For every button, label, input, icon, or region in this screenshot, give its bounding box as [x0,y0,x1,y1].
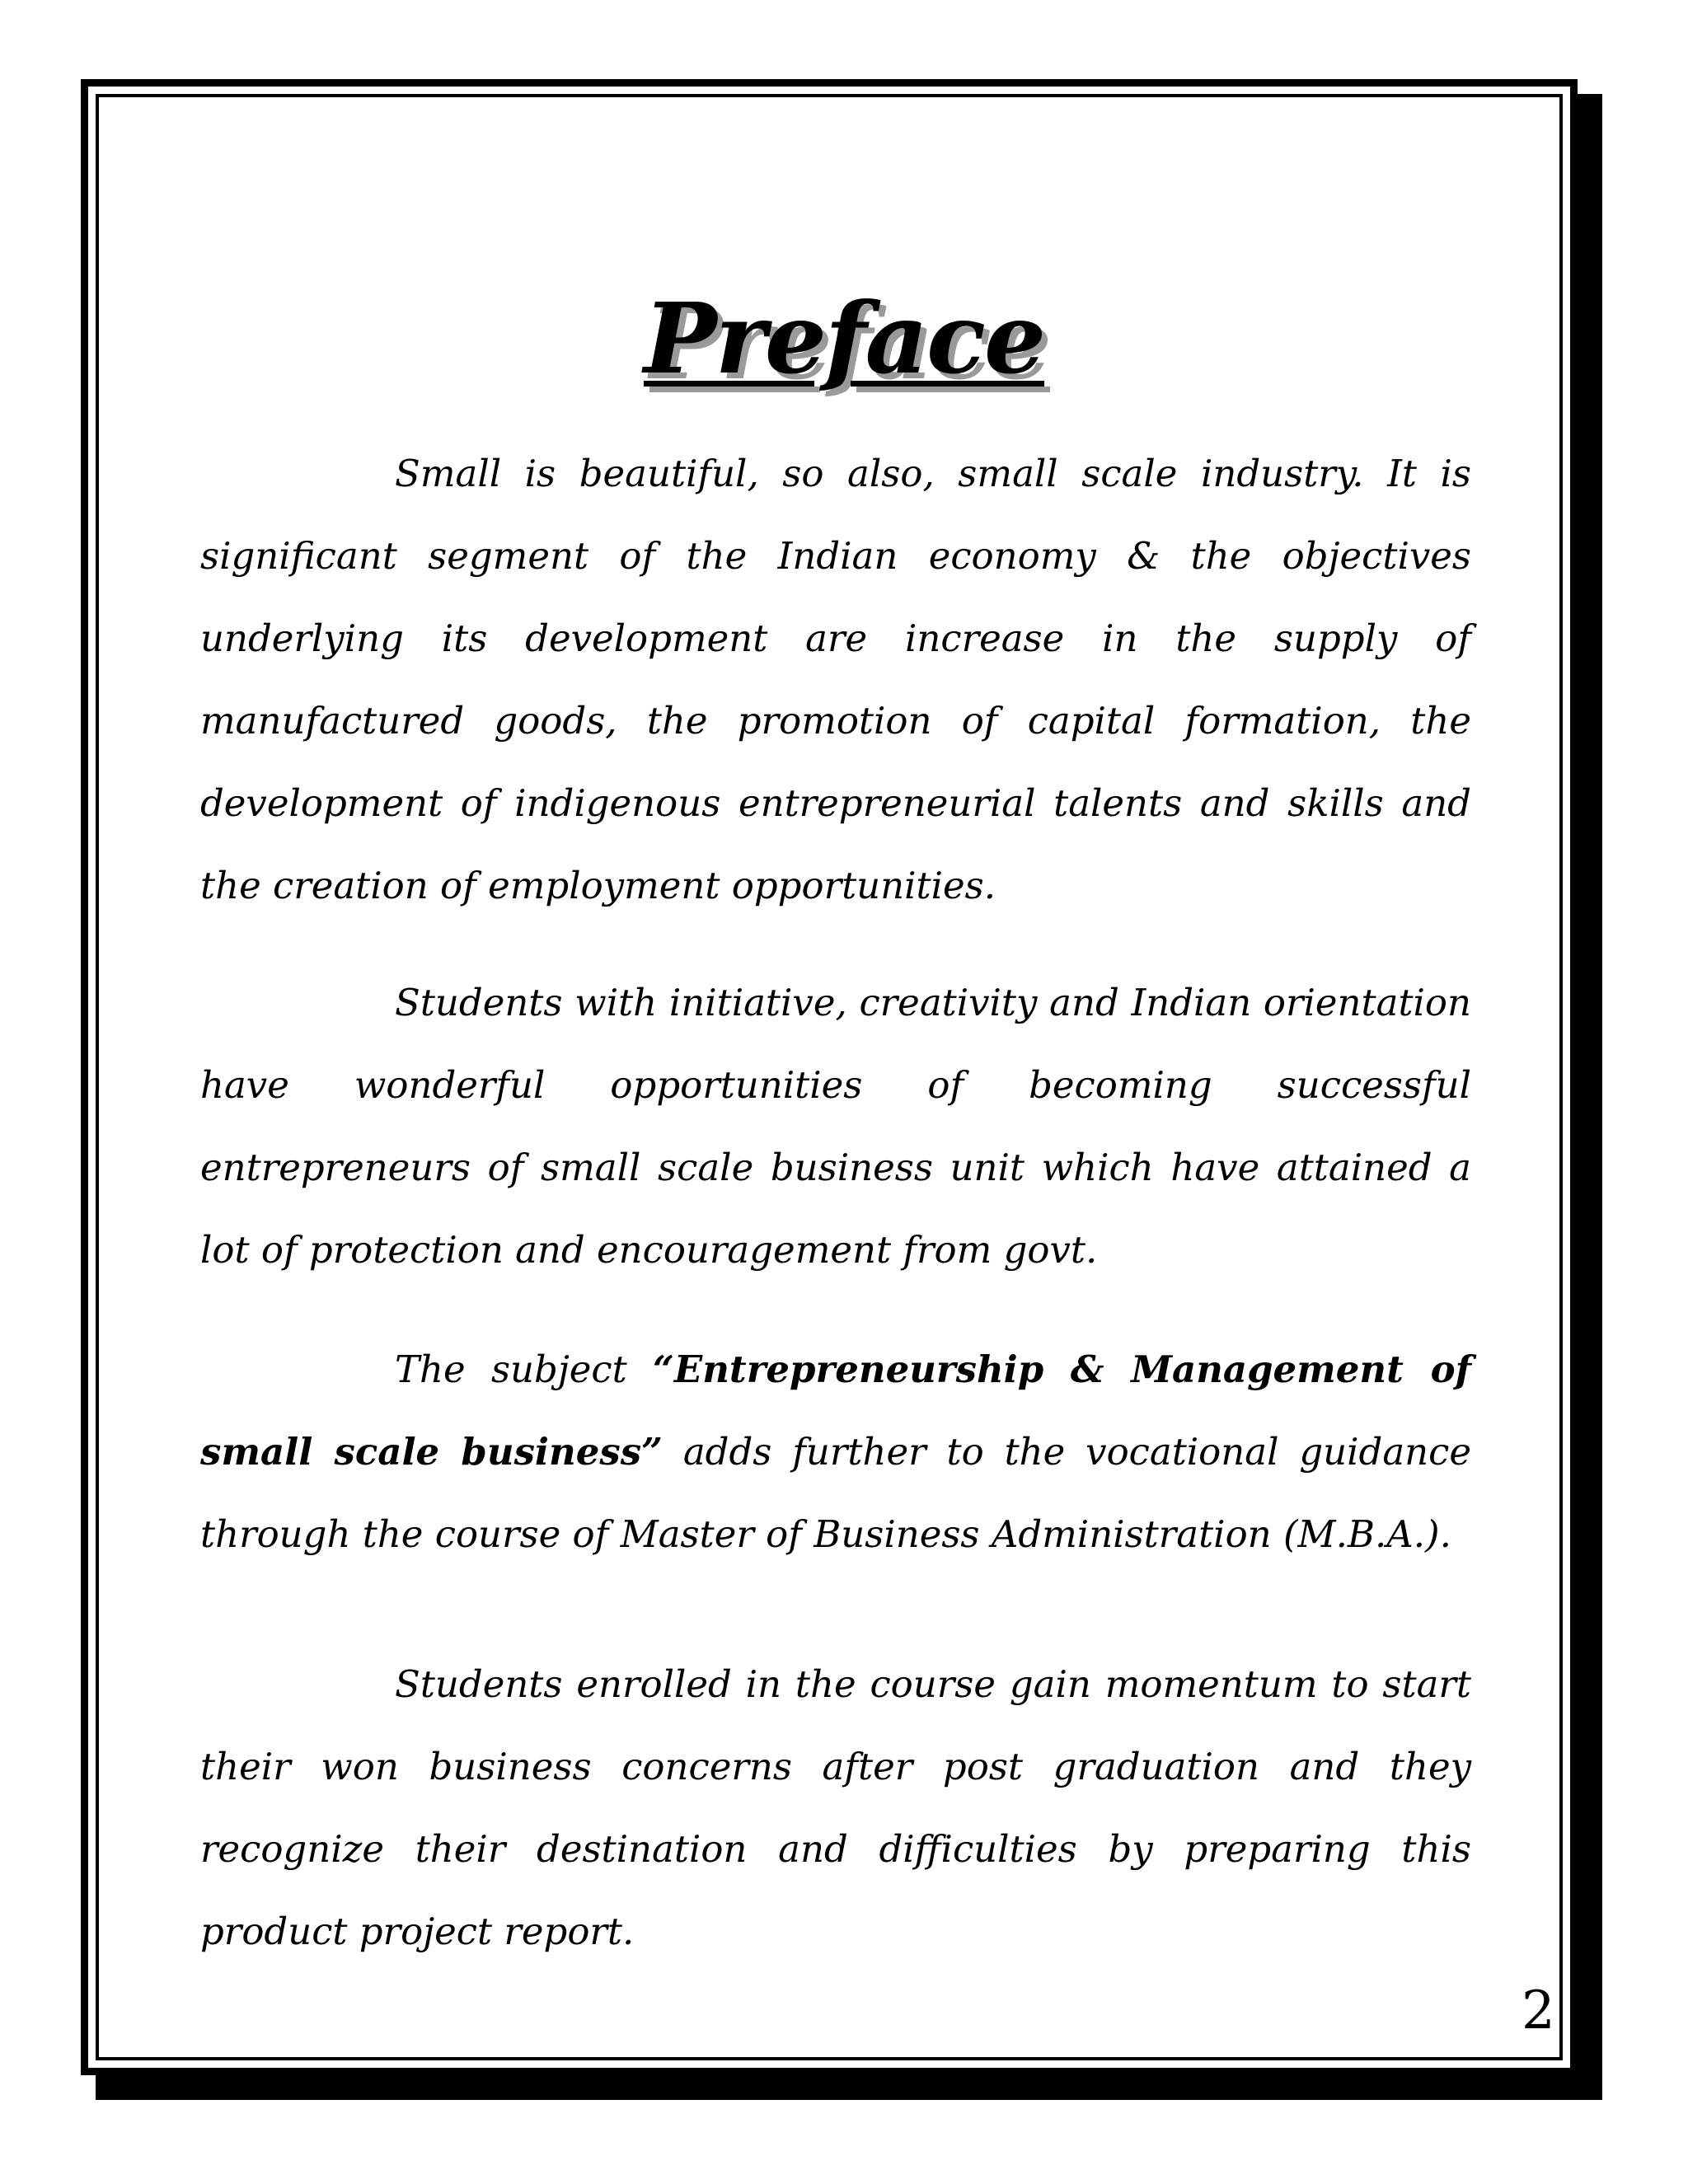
page-number: 2 [1522,1980,1555,2041]
paragraph-3-rest: adds further to the vocational guidance through the course of Master of Business Administration (M.B.A.). [200,1430,1471,1556]
paragraph-3 [200,1329,1471,1576]
paragraph-1: Small is beautiful, so also, small scale industry. It is significant segment of the Indian economy & the objectives underlying its development are increase in the supply of manufactured goods, the promotion of capital formation, the development of indigenous entrepreneurial talents and skills and the creation of employment opportunities. [200,452,1471,907]
course-subject-emphasis: “Entrepreneurship & Management of small scale business” [200,1347,1471,1474]
paragraph-3-lead: The subject [395,1347,654,1391]
paragraph-4: Students enrolled in the course gain momentum to start their won business concerns after post graduation and they recognize their destination and difficulties by preparing this product project report. [200,1662,1471,1953]
paragraph-2: Students with initiative, creativity and Indian orientation have wonderful opportunities of becoming successful entrepreneurs of small scale business unit which have attained a lot of protection and encouragement from govt. [200,981,1471,1272]
page-title: Preface [643,281,1045,396]
